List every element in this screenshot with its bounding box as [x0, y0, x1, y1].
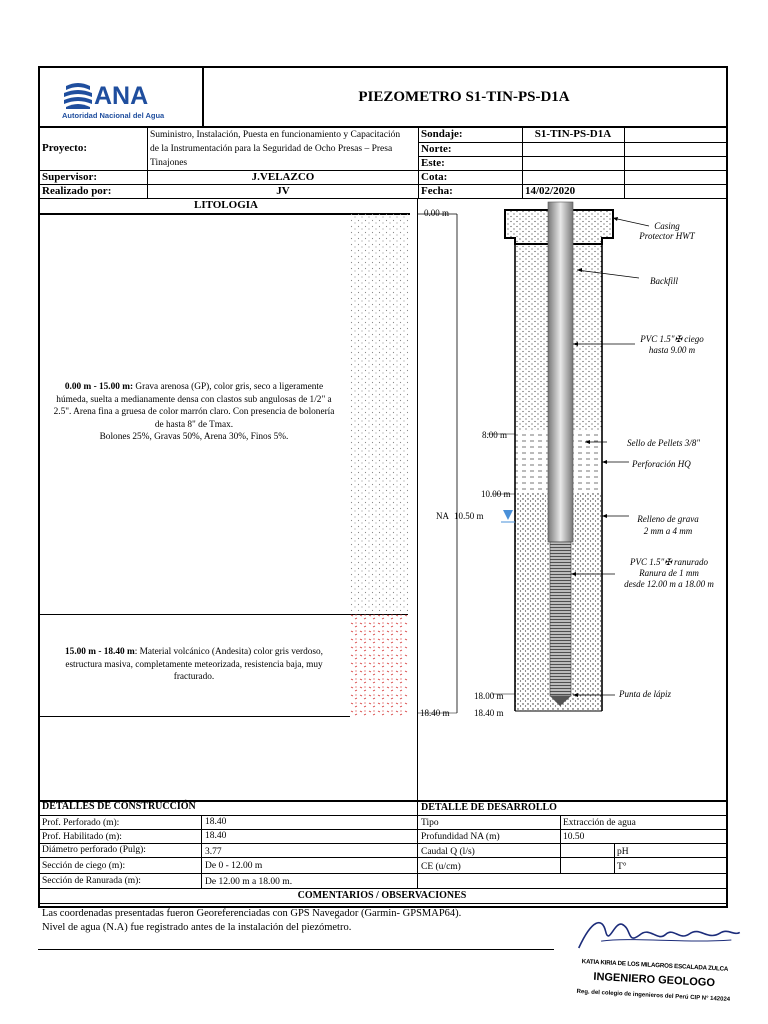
pvc-ranurado-label-1: PVC 1.5"✠ ranurado — [629, 557, 709, 567]
layer1-line-1: Grava arenosa (GP), color gris, seco a ligeramente — [133, 382, 324, 392]
layer2-line-3: fracturado. — [173, 672, 215, 682]
layer1-range: 0.00 m - 15.00 m: — [64, 382, 134, 392]
comentarios-bottom — [38, 949, 554, 950]
page-title: PIEZOMETRO S1-TIN-PS-D1A — [358, 89, 570, 105]
proyecto-line-1: Suministro, Instalación, Puesta en funcionamiento y Capacitación — [150, 130, 401, 140]
details-line — [38, 815, 726, 816]
stamp-name: KATIA KIRIA DE LOS MILAGROS ESCALADA ZULCA — [581, 958, 729, 973]
norte-label: Norte: — [421, 143, 452, 155]
proyecto-line-3: Tinajones — [150, 158, 188, 168]
relleno-label-1: Relleno de grava — [637, 514, 699, 524]
realizado-label: Realizado por: — [42, 185, 112, 197]
water-level-icon — [503, 510, 513, 520]
sondaje-label: Sondaje: — [421, 128, 463, 140]
construccion-value-4: De 0 - 12.00 m — [205, 861, 263, 871]
depth-10: 10.00 m — [481, 489, 511, 499]
details-line — [38, 873, 726, 874]
comentarios-line-1: Las coordenadas presentadas fueron Georeferenciadas con GPS Navegador (Garmin- GPSMAP64). — [42, 908, 462, 919]
construccion-value-1: 18.40 — [205, 817, 227, 827]
t-label: T° — [617, 862, 627, 872]
layer2-description — [40, 646, 348, 684]
construccion-value-2: 18.40 — [205, 831, 227, 841]
litologia-title: LITOLOGIA — [194, 199, 258, 211]
layer-bottom — [38, 716, 350, 717]
details-line — [38, 903, 726, 904]
construccion-label-4: Sección de ciego (m): — [42, 861, 126, 871]
header-line — [418, 142, 726, 143]
fecha-value: 14/02/2020 — [525, 185, 576, 197]
ana-logo-brand: ANA — [94, 82, 149, 110]
construccion-label-2: Prof. Habilitado (m): — [42, 832, 122, 842]
volcanic-pattern — [350, 612, 408, 716]
pvc-blank-pipe — [548, 202, 573, 542]
construccion-label-1: Prof. Perforado (m): — [42, 818, 120, 828]
construccion-label-3: Diámetro perforado (Pulg): — [42, 845, 146, 855]
piezometer-diagram — [417, 198, 724, 800]
header-line — [418, 156, 726, 157]
details-line — [38, 829, 726, 830]
gravel-pattern — [350, 213, 408, 611]
realizado-value: JV — [276, 185, 290, 197]
casing-label-2: Protector HWT — [639, 231, 695, 241]
depth-18-40-right: 18.40 m — [474, 708, 504, 718]
prof-na-label: Profundidad NA (m) — [421, 832, 500, 842]
ana-logo-tagline: Autoridad Nacional del Agua — [62, 111, 165, 120]
layer1-line-5: Bolones 25%, Gravas 50%, Arena 30%, Finos 5%. — [99, 432, 289, 442]
depth-18-40-left: 18.40 m — [420, 708, 450, 718]
layer1-line-3: 2.5". Arena fina a gruesa de color marrón claro. Con presencia de bolonería — [53, 407, 335, 417]
prof-na-value: 10.50 — [563, 832, 585, 842]
desarrollo-title: DETALLE DE DESARROLLO — [421, 802, 557, 813]
tipo-value: Extracción de agua — [563, 818, 636, 828]
backfill-label: Backfill — [650, 276, 678, 286]
comentarios-line-2: Nivel de agua (N.A) fue registrado antes de la instalación del piezómetro. — [42, 922, 352, 933]
stamp-role: INGENIERO GEOLOGO — [593, 970, 716, 990]
details-col — [201, 815, 202, 888]
details-line — [38, 888, 726, 889]
layer2-range: 15.00 m - 18.40 m — [65, 647, 135, 657]
pvc-slotted-pipe — [550, 542, 571, 696]
na-depth: 10.50 m — [454, 511, 484, 521]
ph-label: pH — [617, 847, 629, 857]
perforacion-label: Perforación HQ — [632, 459, 691, 469]
fecha-label: Fecha: — [421, 185, 453, 197]
pvc-ranurado-label-2: Ranura de 1 mm — [639, 568, 699, 578]
comentarios-title: COMENTARIOS / OBSERVACIONES — [297, 890, 467, 901]
engineer-stamp — [557, 907, 752, 1021]
construccion-label-5: Sección de Ranurada (m): — [42, 876, 141, 886]
depth-8: 8.00 m — [482, 430, 508, 440]
pvc-ciego-label-2: hasta 9.00 m — [648, 345, 696, 355]
depth-18: 18.00 m — [474, 691, 504, 701]
ana-logo — [60, 76, 190, 124]
proyecto-line-2: de la Instrumentación para la Seguridad de Ocho Presas – Presa — [150, 144, 393, 154]
layer1-line-4: de hasta 8" de Tmax. — [154, 419, 234, 430]
ce-label: CE (u/cm) — [421, 862, 461, 872]
lithology-column — [350, 213, 410, 717]
header-col — [624, 126, 625, 198]
depth-0: 0.00 m — [424, 208, 450, 218]
layer1-description — [40, 381, 348, 444]
layer1-line-2: húmeda, suelta a medianamente densa con clastos sub angulosas de 1/2" a — [56, 394, 332, 405]
pvc-ranurado-label-3: desde 12.00 m a 18.00 m — [624, 579, 714, 589]
construccion-title: DETALLES DE CONSTRUCCIÓN — [42, 801, 196, 812]
construccion-value-5: De 12.00 m a 18.00 m. — [205, 877, 293, 887]
tipo-label: Tipo — [421, 818, 439, 828]
supervisor-label: Supervisor: — [42, 171, 97, 183]
sondaje-value: S1-TIN-PS-D1A — [534, 128, 612, 140]
layer2-line-2: estructura masiva, completamente meteorizada, resistencia baja, muy — [65, 659, 323, 670]
caudal-label: Caudal Q (l/s) — [421, 847, 475, 857]
supervisor-value: J.VELAZCO — [251, 171, 315, 183]
sello-label: Sello de Pellets 3/8" — [627, 438, 701, 448]
na-label: NA — [436, 511, 449, 521]
details-col — [560, 815, 561, 873]
header-col — [418, 126, 419, 198]
este-label: Este: — [421, 157, 445, 169]
details-col — [417, 800, 418, 888]
stamp-reg: Reg. del colegio de ingenieros del Perú CIP N° 142024 — [576, 988, 731, 1003]
details-col — [614, 843, 615, 873]
pvc-ciego-label-1: PVC 1.5"✠ ciego — [640, 334, 704, 344]
casing-label-1: Casing — [654, 221, 680, 231]
relleno-label-2: 2 mm a 4 mm — [643, 526, 693, 536]
cota-label: Cota: — [421, 171, 448, 183]
construccion-value-3: 3.77 — [205, 847, 222, 857]
punta-label: Punta de lápiz — [619, 689, 671, 699]
layer2-line-1: : Material volcánico (Andesita) color gris verdoso, — [134, 647, 323, 657]
proyecto-label: Proyecto: — [42, 142, 87, 154]
